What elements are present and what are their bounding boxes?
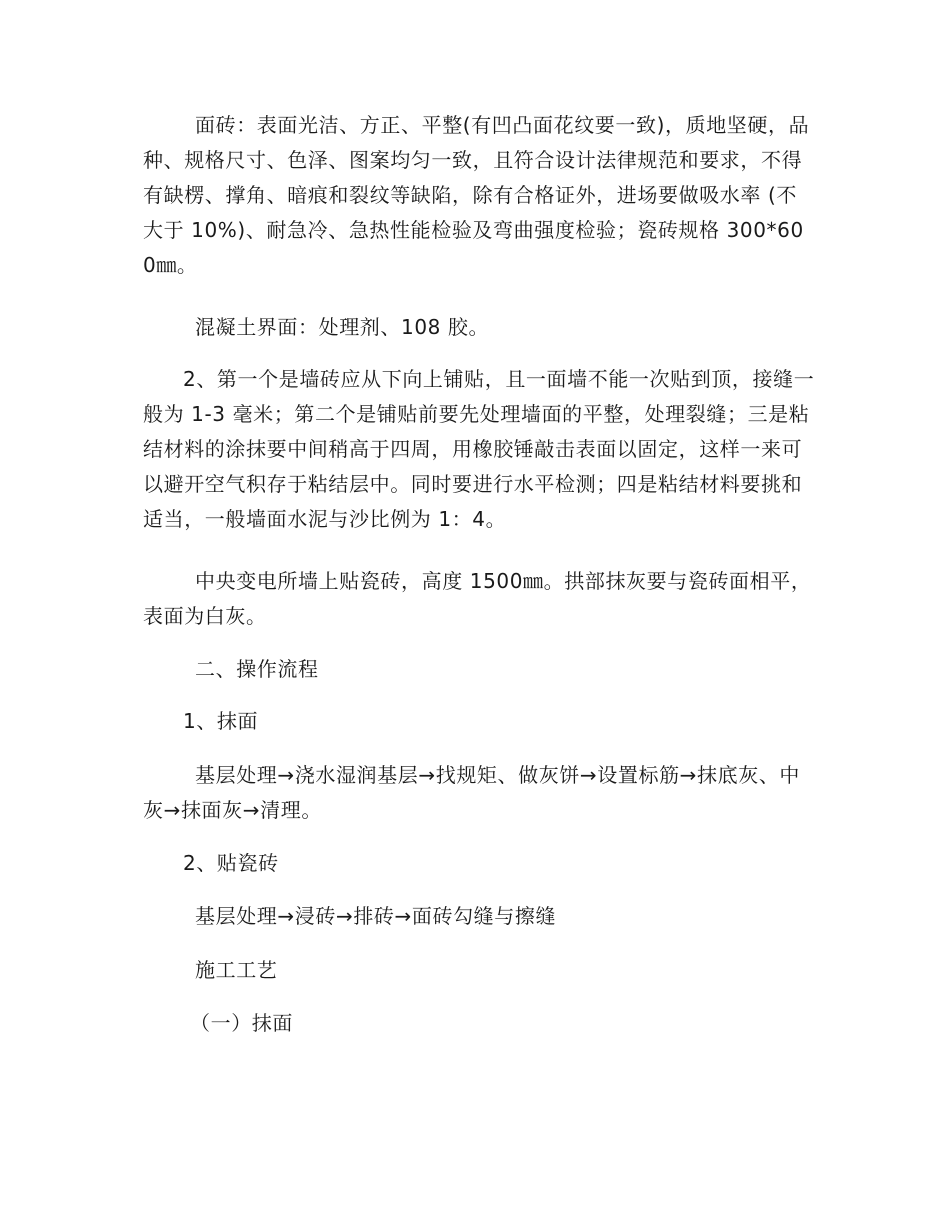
paragraph-tiling-flow: 基层处理→浸砖→排砖→面砖勾缝与擦缝	[195, 904, 557, 928]
paragraph-substation-tiling: 中央变电所墙上贴瓷砖，高度 1500㎜。拱部抹灰要与瓷砖面相平，表面为白灰。	[143, 569, 812, 628]
paragraph-concrete-interface: 混凝土界面：处理剂、108 胶。	[195, 315, 490, 339]
paragraph-tile-specs: 面砖：表面光洁、方正、平整(有凹凸面花纹要一致)，质地坚硬，品种、规格尺寸、色泽、图案均匀一致，且符合设计法律规范和要求，不得有缺楞、撑角、暗痕和裂纹等缺陷，除有合格证外，进场要做吸水率 (不大于 10%)、耐急冷、急热性能检验及弯曲强度检验；瓷砖规格 300*600㎜。	[143, 113, 810, 277]
paragraph-tiling-rules: 2、第一个是墙砖应从下向上铺贴，且一面墙不能一次贴到顶，接缝一般为 1-3 毫米；第二个是铺贴前要先处理墙面的平整，处理裂缝；三是粘结材料的涂抹要中间稍高于四周，用橡胶锤敲击表面以固定，这样一来可以避开空气积存于粘结层中。同时要进行水平检测；四是粘结材料要挑和适当，一般墙面水泥与沙比例为 1：4。	[143, 367, 815, 531]
paragraph-plastering-flow: 基层处理→浇水湿润基层→找规矩、做灰饼→设置标筋→抹底灰、中灰→抹面灰→清理。	[143, 763, 801, 822]
heading-plastering-section: （一）抹面	[190, 1011, 293, 1035]
heading-construction-process: 施工工艺	[195, 958, 278, 982]
heading-plastering: 1、抹面	[183, 709, 259, 733]
heading-tiling: 2、贴瓷砖	[183, 851, 279, 875]
heading-operation-flow: 二、操作流程	[195, 657, 319, 681]
